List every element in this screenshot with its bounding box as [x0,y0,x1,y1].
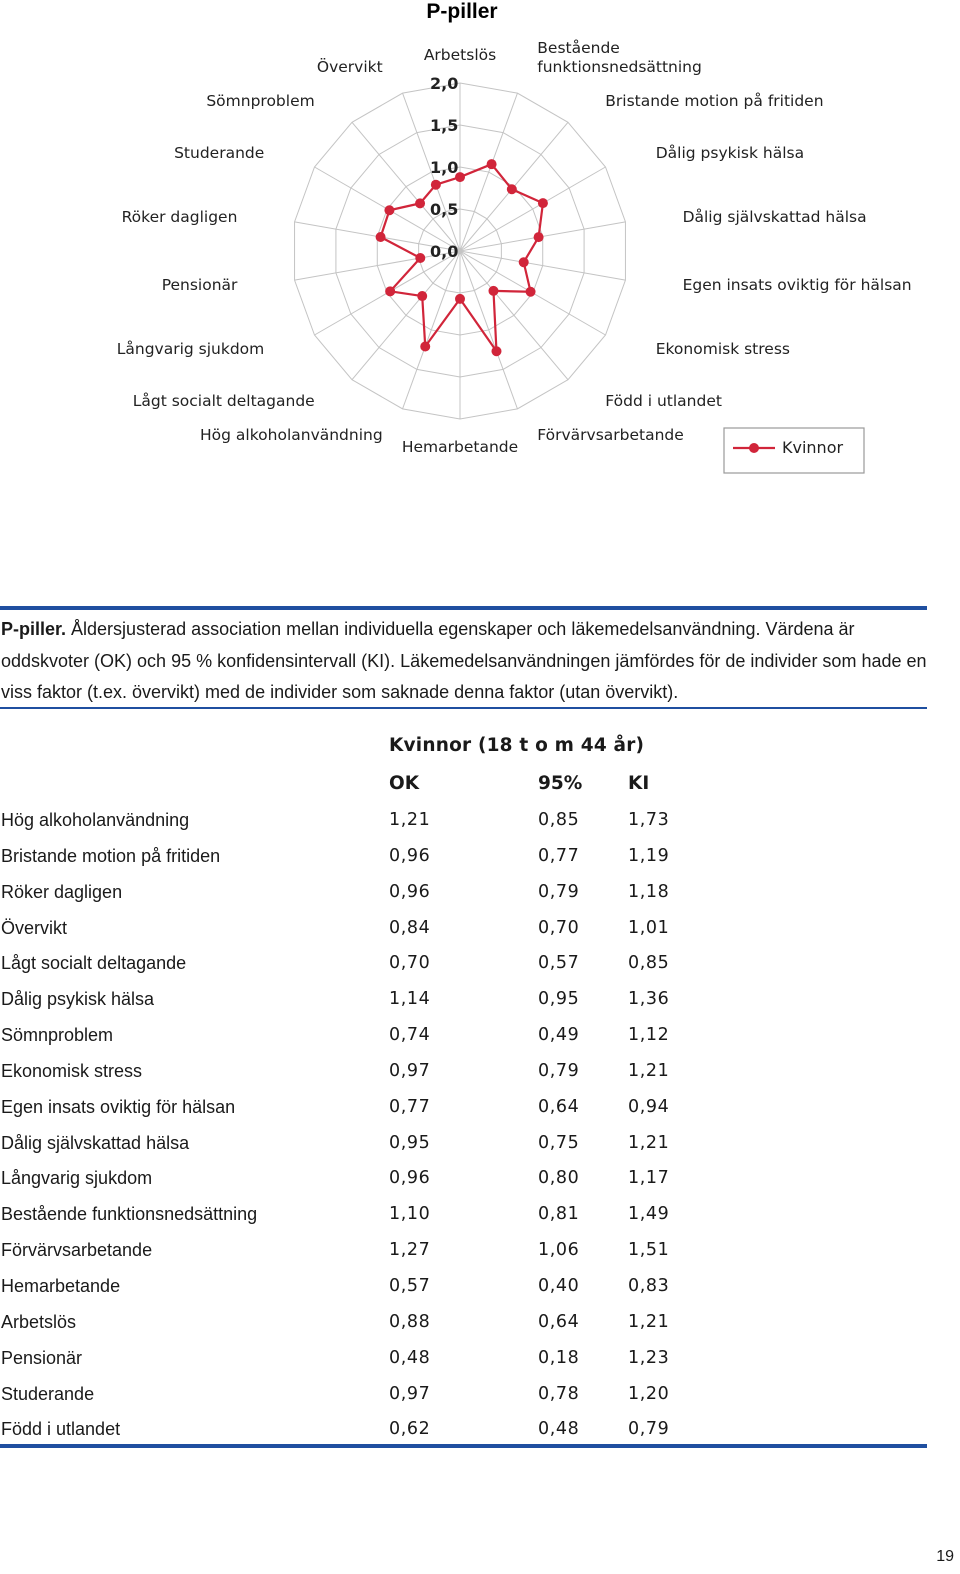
axis-label: Hög alkoholanvändning [200,426,383,445]
axis-label: Sömnproblem [206,91,315,110]
grid-spoke [403,251,460,409]
cell-ci-high: 1,49 [628,1204,670,1225]
cell-ci-low: 0,85 [538,810,580,830]
axis-label: Dålig psykisk hälsa [655,144,805,162]
table-group-title: Kvinnor (18 t o m 44 år) [389,735,645,756]
table-row [0,1127,927,1163]
table-row [0,1378,927,1414]
axis-label: Hemarbetande [401,438,519,456]
cell-ok: 0,96 [389,881,431,902]
data-point [376,232,386,242]
data-point [507,184,517,194]
legend-series-label: Kvinnor [782,438,844,457]
cell-ok: 1,10 [389,1204,431,1225]
table-row [0,1162,927,1198]
axis-label: Arbetslös [423,46,497,64]
grid-spoke [460,93,517,251]
row-label: Hemarbetande [1,1275,121,1296]
row-label: Född i utlandet [1,1419,121,1440]
tick-label: 1,0 [430,158,459,177]
axis-label: Egen insats oviktig för hälsan [682,276,912,295]
cell-ci-low: 0,80 [538,1168,580,1189]
table-row [0,983,927,1019]
table-row [0,947,927,983]
row-label: Övervikt [1,917,68,938]
data-point [384,205,394,215]
cell-ok: 0,97 [389,1383,431,1404]
row-label: Egen insats oviktig för hälsan [1,1096,236,1117]
table-row [0,1342,927,1378]
radar-chart [0,0,960,560]
data-point [538,198,548,208]
cell-ci-high: 1,23 [628,1347,670,1368]
data-point [431,180,441,190]
axis-label: Dålig självskattad hälsa [682,207,867,226]
data-point [526,287,536,297]
data-point [385,286,395,296]
table-row [0,1306,927,1342]
tick-label: 2,0 [430,74,459,93]
figure-caption [1,614,927,709]
cell-ci-high: 1,36 [628,989,670,1010]
table-body [0,804,927,1449]
data-point [491,346,501,356]
data-point [455,294,465,304]
table-row [0,1019,927,1055]
cell-ci-low: 0,48 [538,1419,580,1440]
data-point [415,198,425,208]
grid-spoke [460,251,568,380]
cell-ok: 0,95 [389,1132,431,1153]
cell-ok: 0,70 [389,953,431,974]
cell-ci-low: 0,79 [538,1060,580,1081]
cell-ok: 1,14 [389,989,431,1010]
series-line [381,164,543,351]
axis-label: Bristande motion på fritiden [605,91,824,110]
data-point [519,257,529,267]
axis-label: Långvarig sjukdom [116,340,265,358]
cell-ci-high: 1,20 [628,1383,670,1404]
cell-ci-high: 1,73 [628,810,670,830]
rule-mid [0,707,927,709]
cell-ok: 1,21 [389,810,431,830]
cell-ci-high: 0,94 [628,1096,670,1117]
cell-ci-low: 0,81 [538,1204,580,1225]
cell-ci-low: 0,75 [538,1132,580,1153]
axis-label: Lågt socialt deltagande [132,392,315,411]
cell-ci-high: 0,85 [628,953,670,974]
row-label: Studerande [1,1383,95,1404]
table-row [0,876,927,912]
page-number: 19 [936,1548,954,1565]
column-header-ki: KI [628,773,650,794]
table-row [0,1091,927,1127]
cell-ci-high: 0,83 [628,1275,670,1296]
radar-chart-svg [0,0,960,560]
row-label: Dålig psykisk hälsa [1,989,155,1010]
table-row [0,1270,927,1306]
row-label: Långvarig sjukdom [1,1168,153,1189]
data-point [420,342,430,352]
data-point [487,159,497,169]
cell-ci-high: 1,21 [628,1311,670,1332]
table-row [0,1198,927,1234]
row-label: Röker dagligen [1,881,123,902]
cell-ci-low: 0,78 [538,1383,580,1404]
row-label: Bristande motion på fritiden [1,845,221,866]
table-row [0,804,927,840]
axis-label: Övervikt [316,57,383,76]
tick-label: 1,5 [430,116,459,135]
rule-bottom [0,1444,927,1448]
column-header-ci: 95% [538,773,583,794]
cell-ci-low: 0,79 [538,881,580,902]
table-header [0,735,927,805]
cell-ci-low: 1,06 [538,1240,580,1261]
row-label: Sömnproblem [1,1025,114,1046]
rule-top [0,606,927,610]
cell-ci-high: 1,21 [628,1060,670,1081]
table-row [0,840,927,876]
axis-label: Röker dagligen [121,207,238,226]
column-header-ok: OK [389,773,420,794]
cell-ok: 0,96 [389,845,431,866]
cell-ok: 0,96 [389,1168,431,1189]
cell-ci-high: 1,18 [628,881,670,902]
row-label: Dålig självskattad hälsa [1,1132,190,1153]
axis-label: funktionsnedsättning [537,57,702,76]
tick-label: 0,5 [430,200,459,219]
row-label: Arbetslös [1,1311,77,1332]
axis-label: Förvärvsarbetande [537,426,684,445]
axis-label: Bestående [537,38,620,57]
cell-ci-low: 0,57 [538,953,580,974]
cell-ci-low: 0,49 [538,1025,580,1046]
cell-ci-high: 1,51 [628,1240,670,1261]
row-label: Bestående funktionsnedsättning [1,1204,258,1225]
cell-ci-high: 1,21 [628,1132,670,1153]
cell-ok: 0,77 [389,1096,431,1117]
cell-ci-low: 0,18 [538,1347,580,1368]
row-label: Förvärvsarbetande [1,1240,153,1261]
axis-label: Ekonomisk stress [655,340,790,358]
cell-ok: 0,48 [389,1347,431,1368]
cell-ci-low: 0,64 [538,1096,580,1117]
data-point [417,291,427,301]
chart-title: P-piller [426,0,498,23]
cell-ci-low: 0,64 [538,1311,580,1332]
grid-spoke [352,251,460,380]
cell-ci-high: 1,19 [628,845,670,866]
cell-ok: 0,57 [389,1275,431,1296]
row-label: Ekonomisk stress [1,1060,143,1081]
cell-ok: 0,97 [389,1060,431,1081]
cell-ci-low: 0,70 [538,917,580,938]
data-point [488,286,498,296]
cell-ok: 0,84 [389,917,431,938]
cell-ci-high: 1,01 [628,917,670,938]
cell-ci-high: 1,12 [628,1025,670,1046]
grid-spoke [352,122,460,251]
row-label: Pensionär [1,1347,83,1368]
axis-label: Pensionär [161,276,238,295]
cell-ci-low: 0,77 [538,845,580,866]
cell-ci-low: 0,40 [538,1275,580,1296]
table-row [0,912,927,948]
cell-ci-high: 0,79 [628,1419,670,1440]
cell-ok: 0,74 [389,1025,431,1046]
data-point [534,232,544,242]
grid-spoke [460,251,517,409]
row-label: Lågt socialt deltagande [1,953,187,974]
cell-ok: 0,88 [389,1311,431,1332]
cell-ci-low: 0,95 [538,989,580,1010]
cell-ok: 1,27 [389,1240,431,1261]
row-label: Hög alkoholanvändning [1,810,190,830]
legend-series-marker [749,443,759,453]
caption-lead: P-piller. [1,619,67,639]
table-row [0,1234,927,1270]
tick-label: 0,0 [430,242,459,261]
cell-ok: 0,62 [389,1419,431,1440]
caption-text: Åldersjusterad association mellan individuella egenskaper och läkemedelsanvändning. Värdena är oddskvoter (OK) och 95 % konfidensintervall (KI). Läkemedelsanvändningen jämfördes för de individer som hade en viss faktor (t.ex. övervikt) med de individer som saknade denna faktor (utan övervikt). [1,619,927,702]
data-point [415,253,425,263]
cell-ci-high: 1,17 [628,1168,670,1189]
axis-label: Född i utlandet [605,392,722,411]
table-row [0,1055,927,1091]
axis-label: Studerande [174,144,265,162]
